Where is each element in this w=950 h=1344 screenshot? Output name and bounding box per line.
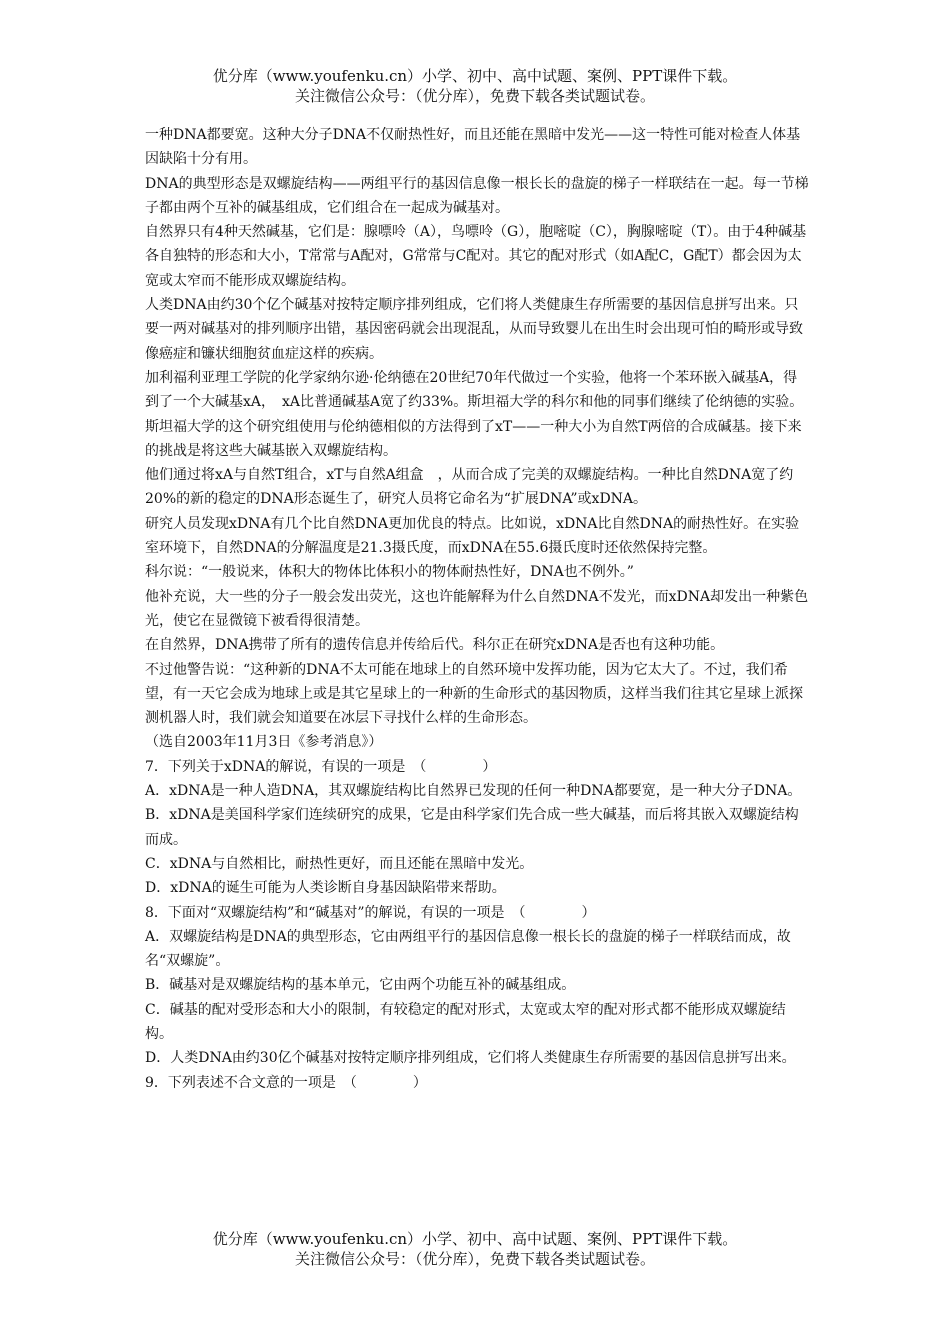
question-8-option-c: C．碱基的配对受形态和大小的限制，有较稳定的配对形式，太宽或太窄的配对形式都不能形成双螺旋结构。 — [145, 1001, 786, 1042]
article-body — [145, 123, 810, 1095]
page-footer — [0, 1229, 950, 1269]
question-7-option-d: D．xDNA的诞生可能为人类诊断自身基因缺陷带来帮助。 — [145, 880, 506, 897]
paragraph: 人类DNA由约30个亿个碱基对按特定顺序排列组成，它们将人类健康生存所需要的基因信息拼写出来。只要一两对碱基对的排列顺序出错，基因密码就会出现混乱，从而导致婴儿在出生时会出现可怕的畸形或导致像癌症和镰状细胞贫血症这样的疾病。 — [145, 297, 803, 362]
question-8-option-a: A．双螺旋结构是DNA的典型形态，它由两组平行的基因信息像一根长长的盘旋的梯子一样联结而成，故名“双螺旋”。 — [145, 928, 791, 970]
question-8-option-d: D．人类DNA由约30亿个碱基对按特定顺序排列组成，它们将人类健康生存所需要的基因信息拼写出来。 — [145, 1050, 796, 1067]
paragraph: 他补充说，大一些的分子一般会发出荧光，这也许能解释为什么自然DNA不发光，而xDNA却发出一种紫色光，使它在显微镜下被看得很清楚。 — [145, 588, 809, 629]
paragraph: 在自然界，DNA携带了所有的遗传信息并传给后代。科尔正在研究xDNA是否也有这种功能。 — [145, 637, 725, 654]
question-7: 7．下列关于xDNA的解说，有误的一项是 （ ） — [145, 758, 497, 775]
page-header — [0, 66, 950, 106]
paragraph: 不过他警告说：“这种新的DNA不太可能在地球上的自然环境中发挥功能，因为它太大了。不过，我们希望，有一天它会成为地球上或是其它星球上的一种新的生命形式的基因物质，这样当我们往其它星球上派探测机器人时，我们就会知道要在冰层下寻找什么样的生命形态。 — [145, 661, 803, 727]
question-7-option-b: B．xDNA是美国科学家们连续研究的成果，它是由科学家们先合成一些大碱基，而后将其嵌入双螺旋结构而成。 — [145, 807, 799, 848]
paragraph: 斯坦福大学的这个研究组使用与伦纳德相似的方法得到了xT——一种大小为自然T两倍的合成碱基。接下来的挑战是将这些大碱基嵌入双螺旋结构。 — [145, 418, 802, 459]
question-8: 8．下面对“双螺旋结构”和“碱基对”的解说，有误的一项是 （ ） — [145, 904, 596, 921]
paragraph: 科尔说：“一般说来，体积大的物体比体积小的物体耐热性好，DNA也不例外。” — [145, 564, 634, 581]
header-line-1: 优分库（www.youfenku.cn）小学、初中、高中试题、案例、PPT课件下载。 — [212, 67, 738, 85]
header-line-2: 关注微信公众号：（优分库），免费下载各类试题试卷。 — [294, 87, 655, 105]
question-7-option-a: A．xDNA是一种人造DNA，其双螺旋结构比自然界已发现的任何一种DNA都要宽，是一种大分子DNA。 — [145, 783, 802, 800]
source-note: （选自2003年11月3日《参考消息》） — [145, 734, 383, 751]
paragraph: 加利福利亚理工学院的化学家纳尔逊·伦纳德在20世纪70年代做过一个实验，他将一个苯环嵌入碱基A，得到了一个大碱基xA， xA比普通碱基A宽了约33%。斯坦福大学的科尔和他的同事们继续了伦纳德的实验。 — [145, 369, 804, 411]
paragraph: 自然界只有4种天然碱基，它们是：腺嘌呤（A），鸟嘌呤（G），胞嘧啶（C），胸腺嘧啶（T）。由于4种碱基各自独特的形态和大小，T常常与A配对，G常常与C配对。其它的配对形式（如A配C，G配T）都会因为太宽或太窄而不能形成双螺旋结构。 — [145, 224, 807, 289]
question-7-option-c: C．xDNA与自然相比，耐热性更好，而且还能在黑暗中发光。 — [145, 855, 534, 872]
footer-line-2: 关注微信公众号：（优分库），免费下载各类试题试卷。 — [294, 1250, 655, 1268]
question-8-option-b: B．碱基对是双螺旋结构的基本单元，它由两个功能互补的碱基组成。 — [145, 977, 576, 994]
paragraph: 一种DNA都要宽。这种大分子DNA不仅耐热性好，而且还能在黑暗中发光——这一特性可能对检查人体基因缺陷十分有用。 — [145, 127, 801, 168]
question-9: 9．下列表述不合文意的一项是 （ ） — [145, 1074, 427, 1091]
paragraph: DNA的典型形态是双螺旋结构——两组平行的基因信息像一根长长的盘旋的梯子一样联结在一起。每一节梯子都由两个互补的碱基组成，它们组合在一起成为碱基对。 — [145, 175, 809, 216]
paragraph: 他们通过将xA与自然T组合，xT与自然A组盒 ，从而合成了完美的双螺旋结构。一种比自然DNA宽了约20%的新的稳定的DNA形态诞生了，研究人员将它命名为“扩展DNA”或xDNA。 — [145, 467, 794, 508]
footer-line-1: 优分库（www.youfenku.cn）小学、初中、高中试题、案例、PPT课件下载。 — [212, 1230, 738, 1248]
paragraph: 研究人员发现xDNA有几个比自然DNA更加优良的特点。比如说，xDNA比自然DNA的耐热性好。在实验室环境下，自然DNA的分解温度是21.3摄氏度，而xDNA在55.6摄氏度时还依然保持完整。 — [145, 515, 800, 557]
